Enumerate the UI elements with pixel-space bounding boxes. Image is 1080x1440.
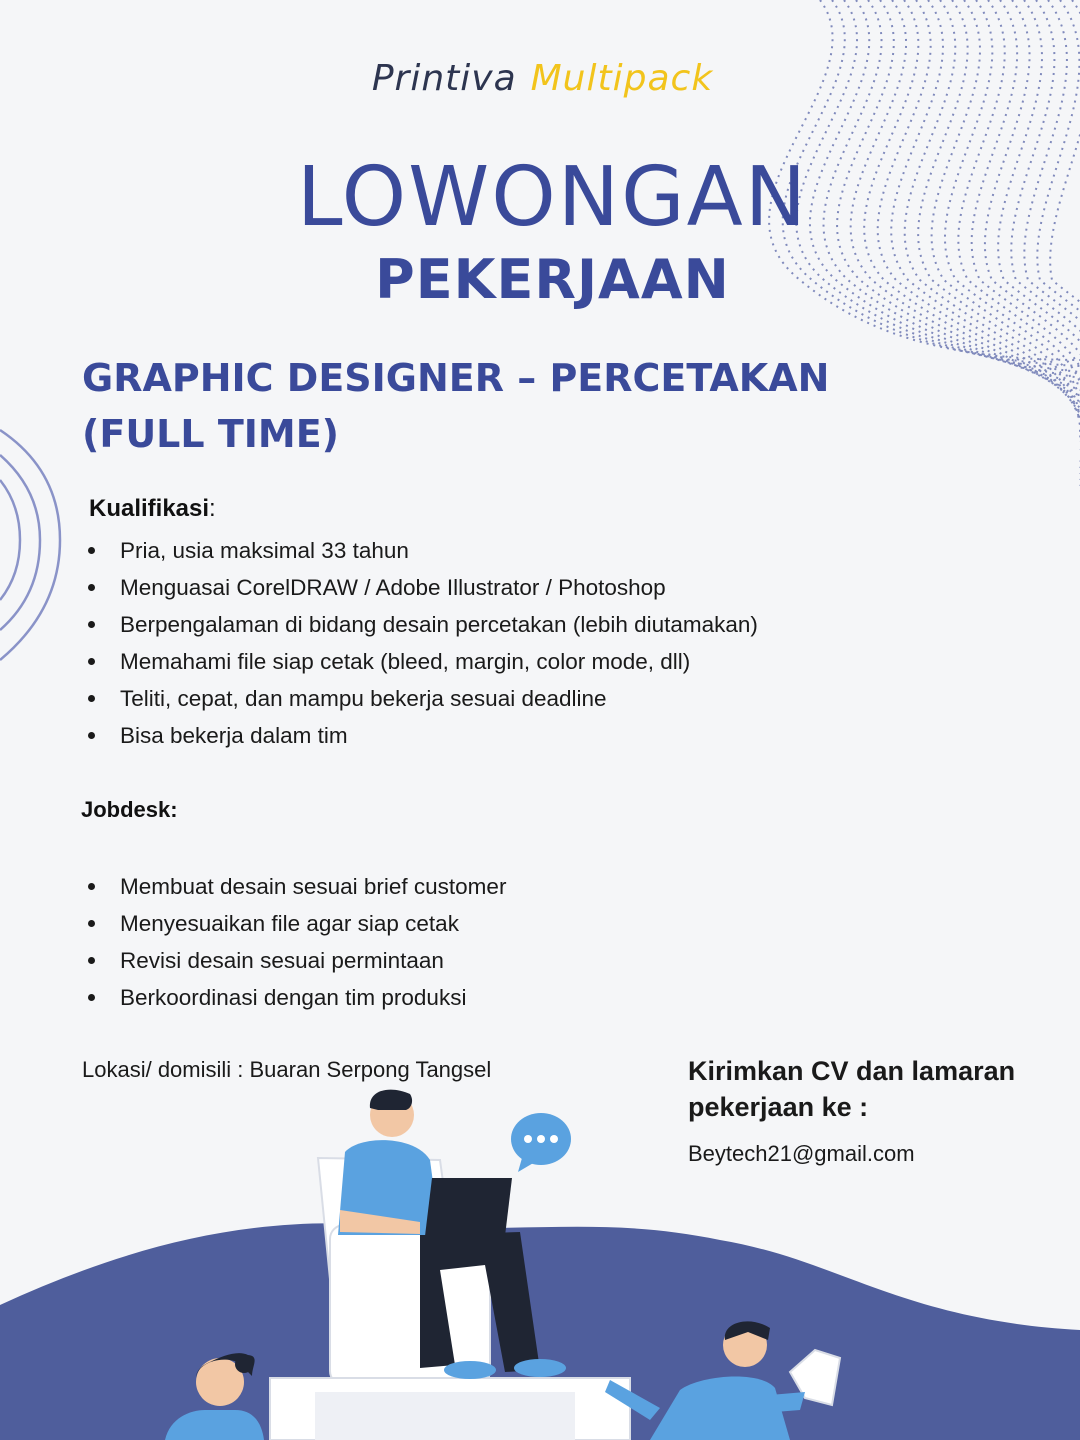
list-item: Bisa bekerja dalam tim [82, 717, 758, 754]
location-text: Lokasi/ domisili : Buaran Serpong Tangsel [82, 1057, 492, 1082]
list-item: Berpengalaman di bidang desain percetakan (lebih diutamakan) [82, 606, 758, 643]
list-item: Berkoordinasi dengan tim produksi [82, 979, 506, 1016]
qualifications-title: Kualifikasi [89, 495, 210, 522]
position-title-line1: GRAPHIC DESIGNER – PERCETAKAN [82, 356, 830, 400]
list-item: Teliti, cepat, dan mampu bekerja sesuai deadline [82, 680, 758, 717]
heading-line1: LOWONGAN [296, 150, 809, 245]
list-item: Memahami file siap cetak (bleed, margin, color mode, dll) [82, 643, 758, 680]
contact-email[interactable]: Beytech21@gmail.com [688, 1141, 915, 1166]
qualifications-heading: Kualifikasi: [89, 495, 216, 522]
list-item: Menyesuaikan file agar siap cetak [82, 905, 506, 942]
position-title-line2: (FULL TIME) [82, 412, 340, 456]
heading-line2: PEKERJAAN [375, 248, 730, 311]
left-arc-lines [0, 430, 60, 660]
contact-heading-line1: Kirimkan CV dan lamaran [688, 1056, 1016, 1086]
jobdesk-title: Jobdesk: [81, 797, 178, 822]
brand-name-part1: Printiva [371, 58, 517, 99]
position-title [82, 350, 942, 462]
list-item: Revisi desain sesuai permintaan [82, 942, 506, 979]
contact-heading [688, 1053, 1058, 1125]
speech-bubble-icon [511, 1113, 571, 1172]
jobdesk-heading [81, 797, 178, 823]
contact-heading-line2: pekerjaan ke : [688, 1092, 869, 1122]
list-item: Membuat desain sesuai brief customer [82, 868, 506, 905]
qualifications-list [82, 532, 758, 754]
jobdesk-list [82, 868, 506, 1016]
brand-name-part2: Multipack [530, 58, 714, 99]
list-item: Menguasai CorelDRAW / Adobe Illustrator / Photoshop [82, 569, 758, 606]
list-item: Pria, usia maksimal 33 tahun [82, 532, 758, 569]
brand-logo [0, 58, 1080, 99]
